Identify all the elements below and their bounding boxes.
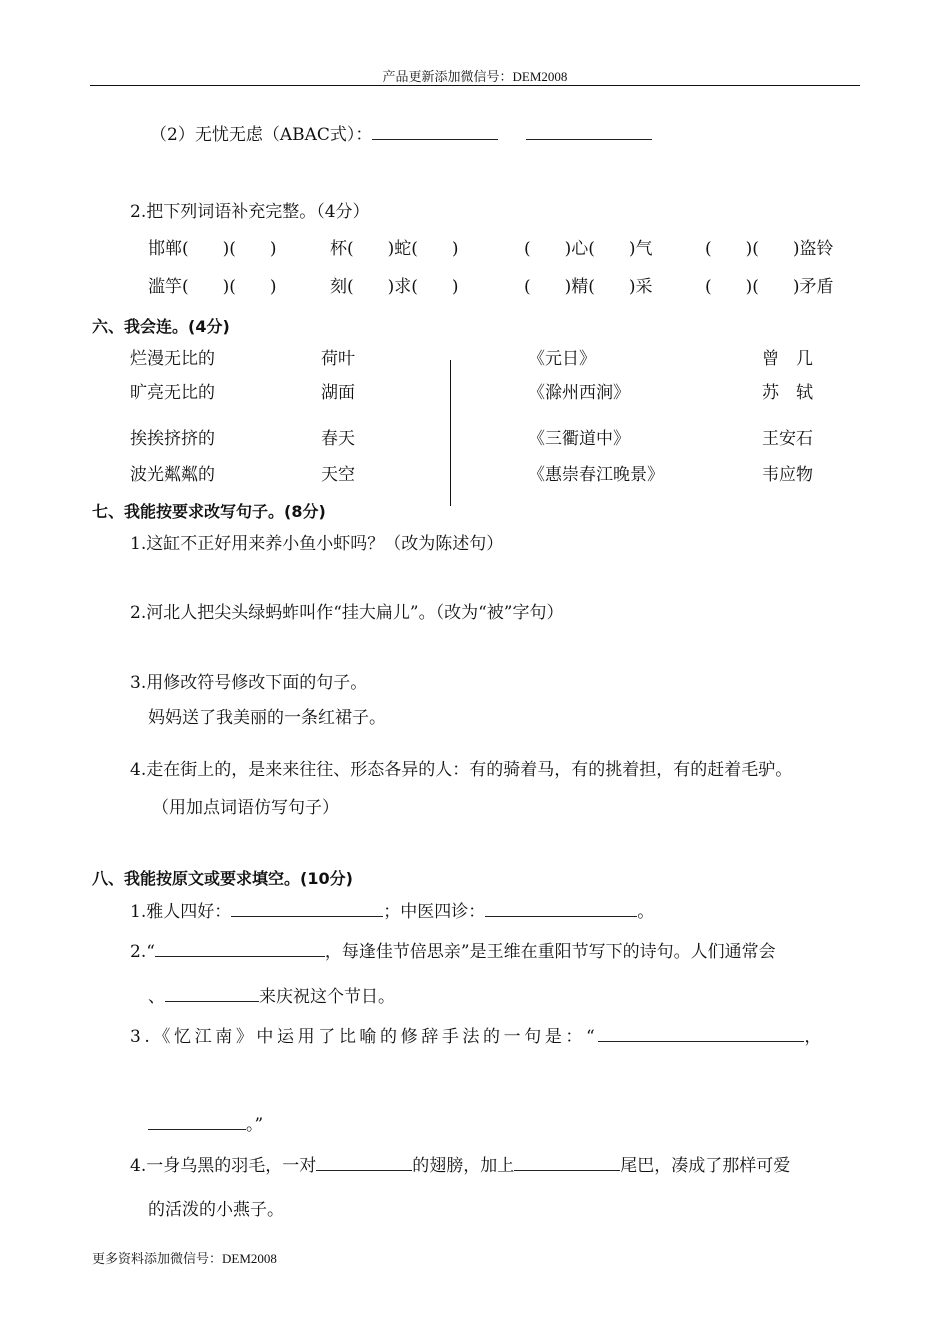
abac-blank-1[interactable] [372, 124, 498, 140]
abac-blank-2[interactable] [526, 124, 652, 140]
fill-q2-open-quote: 2.“ [130, 942, 155, 962]
abac-prefix: （2）无忧无虑（ABAC式）： [150, 125, 373, 145]
match-poem-4[interactable]: 《惠崇春江晚景》 [528, 465, 664, 485]
fill-q4-line1 [130, 1155, 790, 1177]
section-8-title: 八、我能按原文或要求填空。(10分) [92, 869, 353, 888]
fill-word-1-1: 邯郸( )( ) [148, 239, 277, 259]
fill-q2-line2 [148, 986, 395, 1008]
fill-q4-text-c: 尾巴，凑成了那样可爱 [620, 1156, 791, 1176]
match-adj-2[interactable]: 旷亮无比的 [130, 383, 215, 403]
match-adj-3[interactable]: 挨挨挤挤的 [130, 429, 215, 449]
fill-q3-blank-1[interactable] [598, 1026, 804, 1042]
abac-question [150, 124, 652, 146]
section-6-title: 六、我会连。(4分) [92, 317, 230, 336]
fill-q2-line1 [130, 941, 776, 963]
fill-q2-comma: 、 [148, 987, 165, 1007]
fill-word-2-4: ( )( )矛盾 [705, 277, 834, 297]
match-poem-3[interactable]: 《三衢道中》 [528, 429, 630, 449]
match-noun-2[interactable]: 湖面 [321, 383, 355, 403]
fill-word-2-1: 滥竽( )( ) [148, 277, 277, 297]
match-author-2[interactable]: 苏 轼 [762, 383, 813, 403]
fill-q1-label-a: 1.雅人四好： [130, 902, 232, 922]
fill-q4-text-a: 4.一身乌黑的羽毛，一对 [130, 1156, 317, 1176]
fill-q3-line2 [148, 1114, 263, 1136]
fill-q2-text: ，每逢佳节倍思亲”是王维在重阳节写下的诗句。人们通常会 [324, 942, 776, 962]
header-rule [90, 85, 860, 86]
match-noun-3[interactable]: 春天 [321, 429, 355, 449]
page-footer: 更多资料添加微信号：DEM2008 [92, 1251, 277, 1266]
match-noun-4[interactable]: 天空 [321, 465, 355, 485]
fill-words-title: 2.把下列词语补充完整。（4分） [130, 202, 370, 222]
fill-q3-end: 。” [246, 1115, 264, 1135]
match-author-1[interactable]: 曾 几 [762, 349, 813, 369]
fill-word-1-4: ( )( )盗铃 [705, 239, 834, 259]
fill-q1-blank-1[interactable] [231, 901, 383, 917]
match-author-3[interactable]: 王安石 [762, 429, 813, 449]
fill-q3-blank-2[interactable] [148, 1114, 246, 1130]
match-poem-2[interactable]: 《滁州西涧》 [528, 383, 630, 403]
fill-q1-end: 。 [637, 902, 655, 922]
fill-q4-text-b: 的翅膀，加上 [412, 1156, 515, 1176]
fill-q1-label-b: ；中医四诊： [383, 902, 486, 922]
rewrite-q3: 3.用修改符号修改下面的句子。 [130, 673, 368, 693]
fill-q3-text: 3.《忆江南》中运用了比喻的修辞手法的一句是：“ [130, 1027, 599, 1047]
fill-q1-blank-2[interactable] [485, 901, 637, 917]
match-adj-4[interactable]: 波光粼粼的 [130, 465, 215, 485]
fill-q4-blank-2[interactable] [514, 1155, 620, 1171]
fill-q4-line2: 的活泼的小燕子。 [148, 1200, 284, 1220]
rewrite-q3-sentence: 妈妈送了我美丽的一条红裙子。 [148, 708, 386, 728]
match-noun-1[interactable]: 荷叶 [321, 349, 355, 369]
page-header: 产品更新添加微信号：DEM2008 [382, 69, 568, 84]
divider-line [450, 360, 451, 506]
fill-word-1-2: 杯( )蛇( ) [330, 239, 459, 259]
match-poem-1[interactable]: 《元日》 [528, 349, 596, 369]
match-author-4[interactable]: 韦应物 [762, 465, 813, 485]
match-adj-1[interactable]: 烂漫无比的 [130, 349, 215, 369]
fill-q4-blank-1[interactable] [316, 1155, 412, 1171]
rewrite-q4-note: （用加点词语仿写句子） [152, 798, 339, 818]
fill-word-1-3: ( )心( )气 [524, 239, 653, 259]
fill-q2-blank-1[interactable] [155, 941, 325, 957]
rewrite-q1: 1.这缸不正好用来养小鱼小虾吗？（改为陈述句） [130, 534, 504, 554]
fill-q2-end: 来庆祝这个节日。 [259, 987, 395, 1007]
fill-word-2-2: 刻( )求( ) [330, 277, 459, 297]
fill-q2-blank-2[interactable] [165, 986, 259, 1002]
rewrite-q2: 2.河北人把尖头绿蚂蚱叫作“挂大扁儿”。（改为“被”字句） [130, 603, 564, 623]
fill-q3-line1 [130, 1026, 825, 1048]
rewrite-q4: 4.走在街上的，是来来往往、形态各异的人：有的骑着马，有的挑着担，有的赶着毛驴。 [130, 760, 793, 780]
fill-q1 [130, 901, 654, 923]
section-7-title: 七、我能按要求改写句子。(8分) [92, 502, 326, 521]
fill-word-2-3: ( )精( )采 [524, 277, 653, 297]
fill-q3-comma: ， [804, 1027, 825, 1047]
